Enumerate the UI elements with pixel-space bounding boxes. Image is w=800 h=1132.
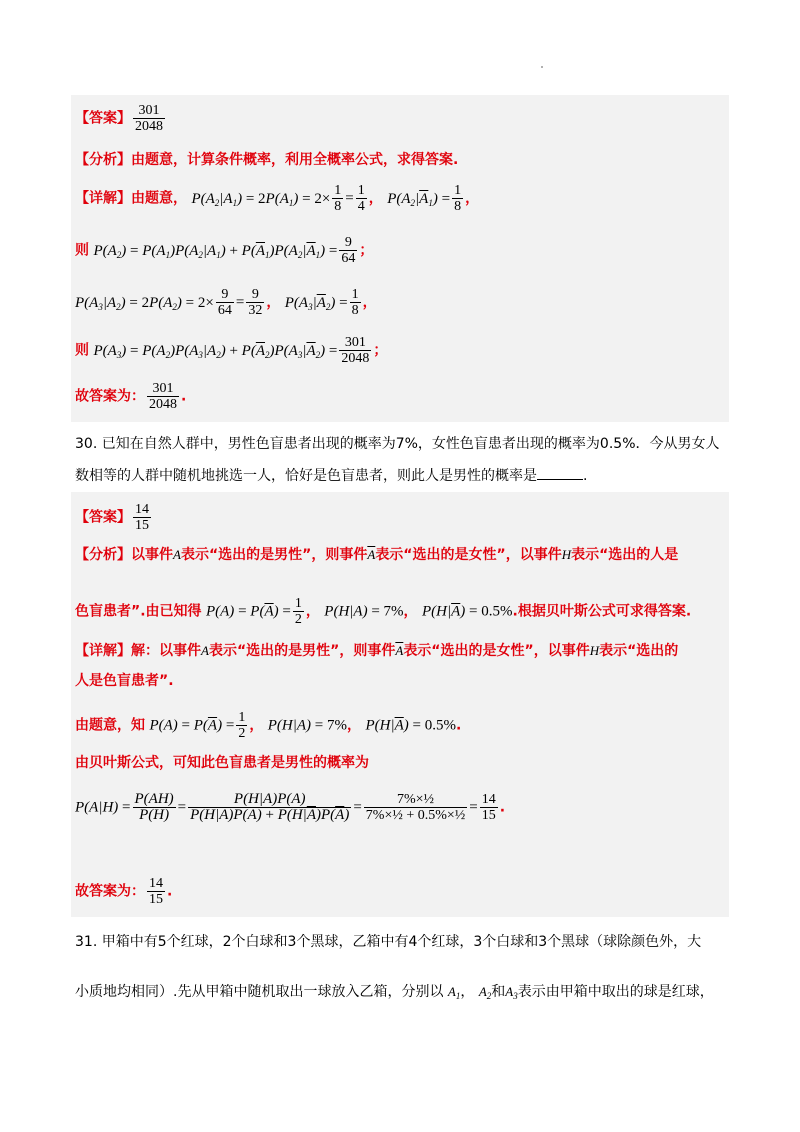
- q29-detail-row: 【详解】由题意， $P(A_2|A_1) = 2P(A_1) = 2\times$ $\frac{1}{8}$ = $\frac{1}{4}$ ， $P(A_2|\overline{A}_1)$ = $\frac{1}{8}$ ，: [75, 183, 480, 214]
- q29-conditional-row: $P(A_3|A_2) = 2P(A_2) = 2\times$ $\frac{9}{64}$ = $\frac{9}{32}$ ， $P(A_3|\overline{A}_2)$ = $\frac{1}{8}$ ，: [75, 287, 377, 318]
- q31-question-line-1: [75, 932, 735, 952]
- answer-label: 【答案】: [75, 509, 131, 526]
- q31-question-line-2: 小质地均相同）.先从甲箱中随机取出一球放入乙箱，分别以 $A_1$， $A_2$和$A_3$表示由甲箱中取出的球是红球，: [75, 984, 714, 1001]
- q30-final-row: 故答案为： $\frac{14}{15}$ .: [75, 876, 173, 907]
- final-label: 故答案为：: [75, 883, 145, 900]
- question-number: 30.: [75, 436, 98, 452]
- q29-analysis-row: [75, 151, 725, 169]
- page-speck: [541, 66, 543, 68]
- detail-label: 【详解】: [75, 190, 131, 207]
- formula-p-a3: $P(A_3) = P(A_2)P(A_3|A_2) + P(\overline{A}_2)P(A_3|\overline{A}_2)$ =: [93, 342, 338, 360]
- answer-label: 【答案】: [75, 110, 131, 127]
- question-number: 31.: [75, 934, 98, 950]
- q29-final-row: 故答案为： $\frac{301}{2048}$ .: [75, 381, 187, 412]
- event-a2: $A_2$: [478, 984, 492, 1001]
- answer-blank: [537, 467, 583, 480]
- event-a3: $A_3$: [505, 984, 518, 1001]
- answer-fraction: $\frac{14}{15}$: [135, 502, 149, 533]
- question-text: 甲箱中有5个红球，2个白球和3个黑球，乙箱中有4个红球，3个白球和3个黑球（球除颜色外，大: [101, 934, 702, 950]
- analysis-label: 【分析】: [75, 547, 131, 563]
- q30-detail-row: 【详解】解：以事件A表示“选出的是男性”，则事件$\overline{A}$表示“选出的是女性”，以事件H表示“选出的: [75, 643, 679, 659]
- q29-total-prob-row-2: 则 $P(A_3) = P(A_2)P(A_3|A_2) + P(\overline{A}_2)P(A_3|\overline{A}_2)$ = $\frac{301}{2048}$ ；: [75, 335, 388, 366]
- formula-p-a2-given-not-a1: $P(A_2|\overline{A}_1)$ =: [387, 190, 451, 208]
- formula-p-a2-given-a1: $P(A_2|A_1) = 2P(A_1) = 2\times$: [191, 190, 331, 208]
- q30-question-line-2: 数相等的人群中随机地挑选一人，恰好是色盲患者，则此人是男性的概率是 .: [75, 468, 588, 484]
- question-text: 已知在自然人群中，男性色盲患者出现的概率为7%，女性色盲患者出现的概率为0.5%．今从男女人: [101, 436, 720, 452]
- q30-given-row: 由题意，知 $P(A) = P(\overline{A})$ = $\frac{1}{2}$ ， P(H|A) = 7%， $P(H|\overline{A}) = 0.5\%$.: [75, 710, 462, 741]
- answer-fraction: $\frac{301}{2048}$: [135, 103, 163, 134]
- q30-question-line-1: [75, 434, 735, 454]
- formula-p-a-equals: $P(A) = P(\overline{A})$ =: [205, 603, 291, 620]
- detail-lead: 由题意，: [131, 190, 187, 207]
- q30-solution-box: [71, 492, 729, 917]
- q29-total-prob-row-1: 则 $P(A_2) = P(A_1)P(A_2|A_1) + P(\overline{A}_1)P(A_2|\overline{A}_1)$ = $\frac{9}{64}$ ；: [75, 235, 374, 266]
- q29-answer-row: [75, 103, 725, 134]
- formula-p-a2: $P(A_2) = P(A_1)P(A_2|A_1) + P(\overline{A}_1)P(A_2|\overline{A}_1)$ =: [93, 242, 338, 260]
- q30-analysis-row-2: 色盲患者”.由已知得 $P(A) = P(\overline{A})$ = $\frac{1}{2}$ ， P(H|A) = 7%， $P(H|\overline{A}) = 0.5\%$.根据贝叶斯公式可求得答案.: [75, 596, 692, 627]
- analysis-text: 由题意，计算条件概率，利用全概率公式，求得答案.: [131, 152, 459, 168]
- q30-detail-row-2: 人是色盲患者”.: [75, 673, 174, 689]
- formula-p-h-given-not-a: $P(H|\overline{A}) = 0.5\%$: [422, 603, 513, 620]
- detail-label: 【详解】: [75, 643, 131, 659]
- q30-answer-row: [75, 502, 725, 533]
- formula-p-a3-given-not-a2: $P(A_3|\overline{A}_2)$ =: [284, 294, 348, 312]
- analysis-label: 【分析】: [75, 152, 131, 168]
- q30-bayes-row: 由贝叶斯公式，可知此色盲患者是男性的概率为: [75, 755, 369, 771]
- formula-p-a3-given-a2: $P(A_3|A_2) = 2P(A_2) = 2\times$: [75, 294, 214, 312]
- final-label: 故答案为：: [75, 388, 145, 405]
- final-fraction: $\frac{301}{2048}$: [149, 381, 177, 412]
- q30-analysis-row: 【分析】以事件A表示“选出的是男性”，则事件$\overline{A}$表示“选出的是女性”，以事件H表示“选出的人是: [75, 547, 679, 563]
- final-fraction: $\frac{14}{15}$: [149, 876, 163, 907]
- formula-p-h-given-a: P(H|A) = 7%: [324, 603, 404, 620]
- event-a1: $A_1$: [447, 984, 461, 1001]
- q30-bayes-formula: P(A|H) = $\frac{P(AH)}{P(H)}$ = $\frac{P(H|A)P(A)}{P(H|A)P(A) + P(H|\overline{A})P(\overline{A})}$ = $\frac{\text{7\%×½}}{\text{7\%×½ + 0.5\%×½}}$ = $\frac{14}{15}$ .: [75, 791, 506, 823]
- q29-solution-box: [71, 95, 729, 422]
